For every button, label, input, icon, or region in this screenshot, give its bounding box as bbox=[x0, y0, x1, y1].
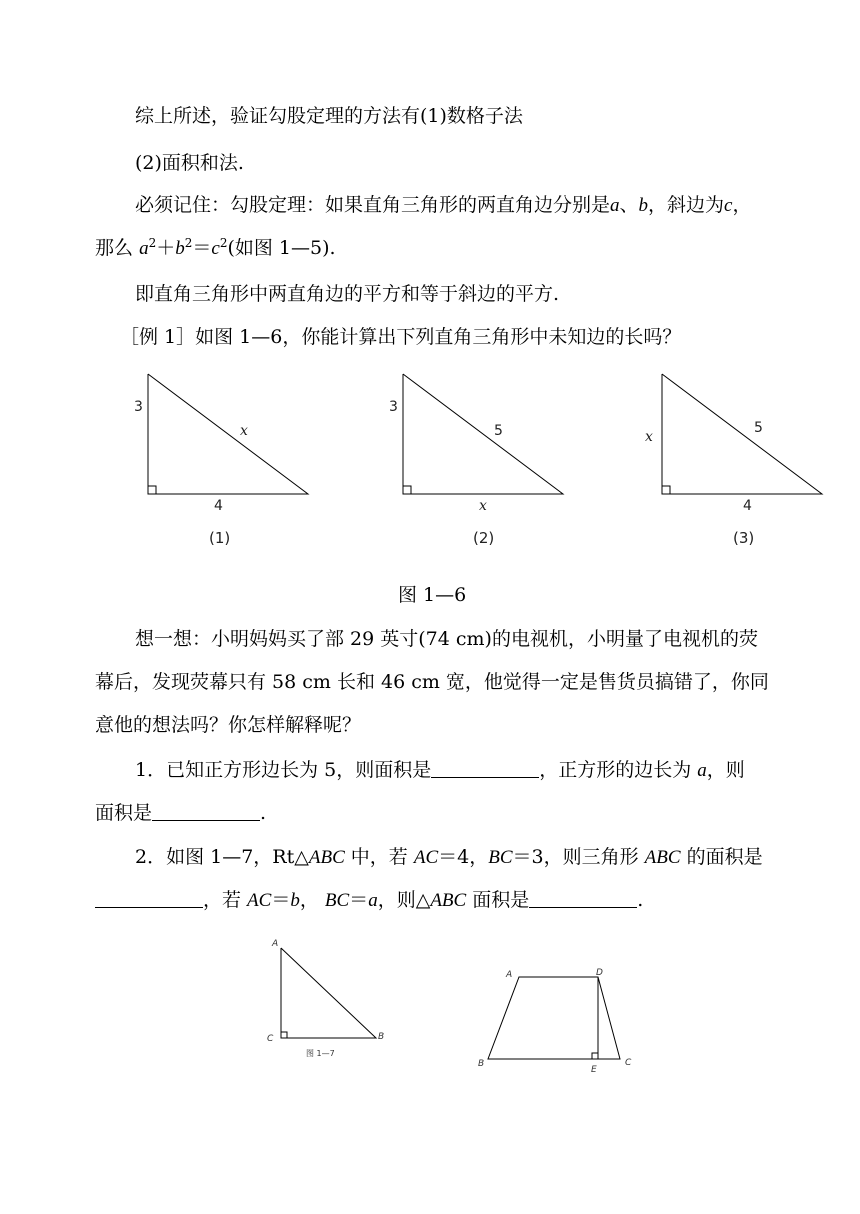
tri1-hyp-label: x bbox=[240, 423, 248, 439]
theorem-line-2: 那么 $a^2+b^2=c^2$(如图 1—5). bbox=[95, 236, 336, 259]
trap-label-b: B bbox=[478, 1059, 485, 1069]
answer-blank-3[interactable] bbox=[95, 891, 203, 908]
tri1-left-label: 3 bbox=[134, 399, 143, 415]
triangle-2 bbox=[389, 374, 563, 547]
tri3-caption: (3) bbox=[733, 529, 755, 547]
tri2-hyp-label: 5 bbox=[494, 423, 503, 439]
tri1-caption: (1) bbox=[209, 529, 231, 547]
figure-1-7 bbox=[264, 936, 394, 1076]
trapezoid-figure bbox=[472, 962, 662, 1082]
tri3-left-label: x bbox=[645, 429, 653, 445]
example-1-line: ［例 1］如图 1—6，你能计算出下列直角三角形中未知边的长吗？ bbox=[120, 326, 682, 348]
question-1-line-2: 面积是 . bbox=[95, 802, 267, 824]
summary-line: 综上所述，验证勾股定理的方法有(1)数格子法 bbox=[135, 105, 523, 127]
question-1-line-1: 1．已知正方形边长为 5，则面积是 ，正方形的边长为 a，则 bbox=[135, 759, 745, 781]
trap-label-d: D bbox=[596, 968, 603, 978]
fig17-label-b: B bbox=[378, 1032, 385, 1042]
answer-blank-1[interactable] bbox=[431, 761, 539, 778]
trap-label-a: A bbox=[506, 970, 513, 980]
question-2-line-2: ，若 AC＝b， BC＝a，则△ABC 面积是 . bbox=[95, 888, 643, 913]
tri2-caption: (2) bbox=[473, 529, 495, 547]
trap-label-e: E bbox=[591, 1065, 597, 1075]
tri1-bottom-label: 4 bbox=[214, 498, 223, 514]
trap-label-c: C bbox=[625, 1058, 632, 1068]
fig17-label-c: C bbox=[267, 1034, 274, 1044]
think-line-1: 想一想：小明妈妈买了部 29 英寸(74 cm)的电视机，小明量了电视机的荧 bbox=[135, 628, 758, 650]
tri2-left-label: 3 bbox=[389, 399, 398, 415]
triangle-3 bbox=[645, 374, 822, 547]
theorem-statement: 即直角三角形中两直角边的平方和等于斜边的平方. bbox=[135, 283, 560, 305]
tri2-bottom-label: x bbox=[479, 498, 487, 514]
figure-1-6 bbox=[0, 360, 860, 620]
think-line-3: 意他的想法吗？你怎样解释呢？ bbox=[95, 714, 362, 736]
theorem-line-1: 必须记住：勾股定理：如果直角三角形的两直角边分别是a、b，斜边为c， bbox=[135, 194, 752, 216]
tri3-bottom-label: 4 bbox=[743, 498, 752, 514]
method-2-line: (2)面积和法. bbox=[135, 152, 244, 174]
tri3-hyp-label: 5 bbox=[754, 420, 763, 436]
triangle-1 bbox=[134, 374, 308, 547]
question-2-line-1: 2．如图 1—7，Rt△ABC 中，若 AC＝4，BC＝3，则三角形 ABC 的面积是 bbox=[135, 846, 763, 868]
answer-blank-4[interactable] bbox=[529, 891, 637, 908]
figure-1-6-caption: 图 1—6 bbox=[398, 584, 467, 606]
fig17-caption: 图 1—7 bbox=[306, 1049, 335, 1058]
fig17-label-a: A bbox=[272, 939, 279, 949]
answer-blank-2[interactable] bbox=[152, 804, 260, 821]
think-line-2: 幕后，发现荧幕只有 58 cm 长和 46 cm 宽，他觉得一定是售货员搞错了，你同 bbox=[95, 671, 769, 693]
